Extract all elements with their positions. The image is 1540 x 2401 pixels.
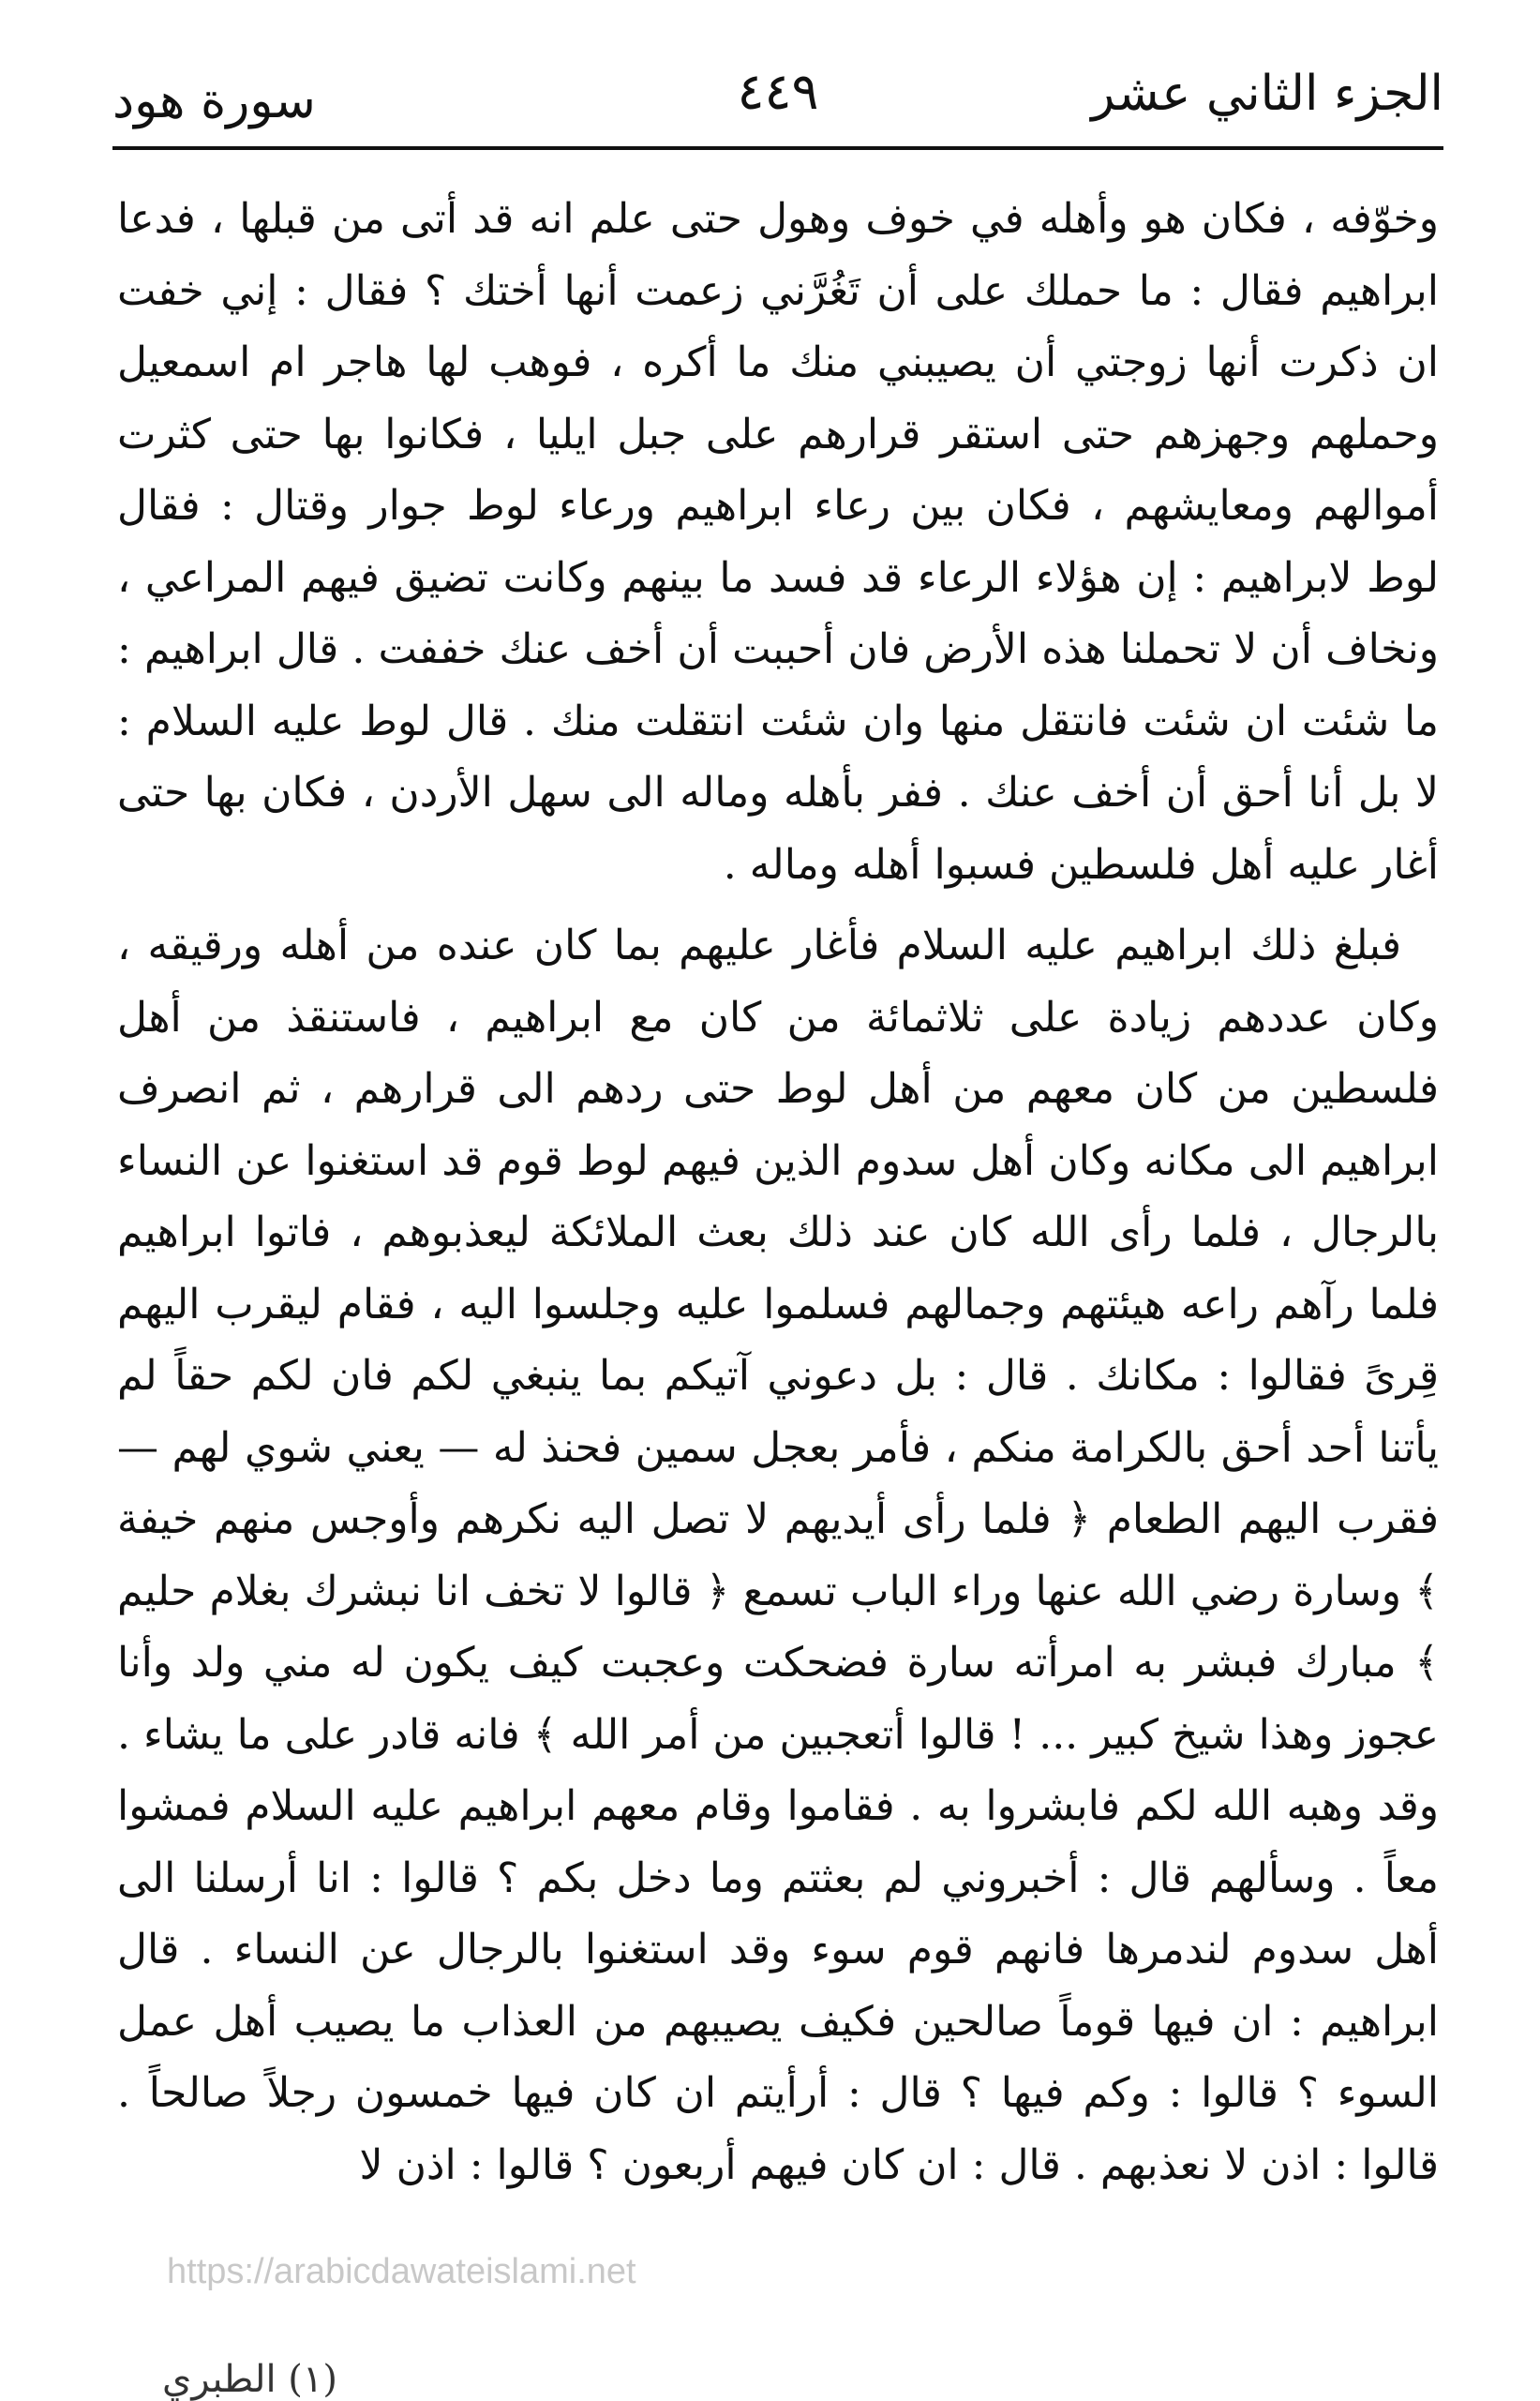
paragraph: فبلغ ذلك ابراهيم عليه السلام فأغار عليهم بما كان عنده من أهله ورقيقه ، وكان عددهم زيادة على ثلاثمائة من كان مع ابراهيم ، فاستنقذ من أهل فلسطين من كان معهم من أهل لوط حتى ردهم الى قرارهم ، ثم انصرف ابراهيم الى مكانه وكان أهل سدوم الذين فيهم لوط قوم قد استغنوا عن النساء بالرجال ، فلما رأى الله كان عند ذلك بعث الملائكة ليعذبوهم ، فاتوا ابراهيم فلما رآهم راعه هيئتهم وجمالهم فسلموا عليه وجلسوا اليه ، فقام ليقرب اليهم قِرىً فقالوا : مكانك . قال : بل دعوني آتيكم بما ينبغي لكم فان لكم حقاً لم يأتنا أحد أحق بالكرامة منكم ، فأمر بعجل سمين فحنذ له — يعني شوي لهم — فقرب اليهم الطعام ﴿ فلما رأى أيديهم لا تصل اليه نكرهم وأوجس منهم خيفة ﴾ وسارة رضي الله عنها وراء الباب تسمع ﴿ قالوا لا تخف انا نبشرك بغلام حليم ﴾ مبارك فبشر به امرأته سارة فضحكت وعجبت كيف يكون له مني ولد وأنا عجوز وهذا شيخ كبير ... ! قالوا أتعجبين من أمر الله ﴾ فانه قادر على ما يشاء . وقد وهبه الله لكم فابشروا به . فقاموا وقام معهم ابراهيم عليه السلام فمشوا معاً . وسألهم قال : أخبروني لم بعثتم وما دخل بكم ؟ قالوا : انا أرسلنا الى أهل سدوم لندمرها فانهم قوم سوء وقد استغنوا بالرجال عن النساء . قال ابراهيم : ان فيها قوماً صالحين فكيف يصيبهم من العذاب ما يصيب أهل عمل السوء ؟ قالوا : وكم فيها ؟ قال : أرأيتم ان كان فيها خمسون رجلاً صالحاً . قالوا : اذن لا نعذبهم . قال : ان كان فيهم أربعون ؟ قالوا : اذن لا bbox=[117, 922, 1439, 2189]
watermark-url: https://arabicdawateislami.net bbox=[167, 2252, 636, 2291]
surah-title: سورة هود bbox=[112, 73, 316, 129]
part-title: الجزء الثاني عشر bbox=[1091, 66, 1443, 122]
paragraph: وخوّفه ، فكان هو وأهله في خوف وهول حتى علم انه قد أتى من قبلها ، فدعا ابراهيم فقال : ما حملك على أن تَغُرَّني زعمت أنها أختك ؟ فقال : إني خفت ان ذكرت أنها زوجتي أن يصيبني منك ما أكره ، فوهب لها هاجر ام اسمعيل وحملهم وجهزهم حتى استقر قرارهم على جبل ايليا ، فكانوا بها حتى كثرت أموالهم ومعايشهم ، فكان بين رعاء ابراهيم ورعاء لوط جوار وقتال : فقال لوط لابراهيم : إن هؤلاء الرعاء قد فسد ما بينهم وكانت تضيق فيهم المراعي ، ونخاف أن لا تحملنا هذه الأرض فان أحببت أن أخف عنك خففت . قال ابراهيم : ما شئت ان شئت فانتقل منها وان شئت انتقلت منك . قال لوط عليه السلام : لا بل أنا أحق أن أخف عنك . ففر بأهله وماله الى سهل الأردن ، فكان بها حتى أغار عليه أهل فلسطين فسبوا أهله وماله . bbox=[117, 195, 1440, 889]
page-body bbox=[117, 184, 1439, 2201]
page-header bbox=[112, 56, 1443, 141]
footnote-partial: (١) الطبري bbox=[162, 2358, 337, 2401]
page-number: ٤٤٩ bbox=[737, 62, 819, 121]
header-divider bbox=[112, 146, 1443, 150]
